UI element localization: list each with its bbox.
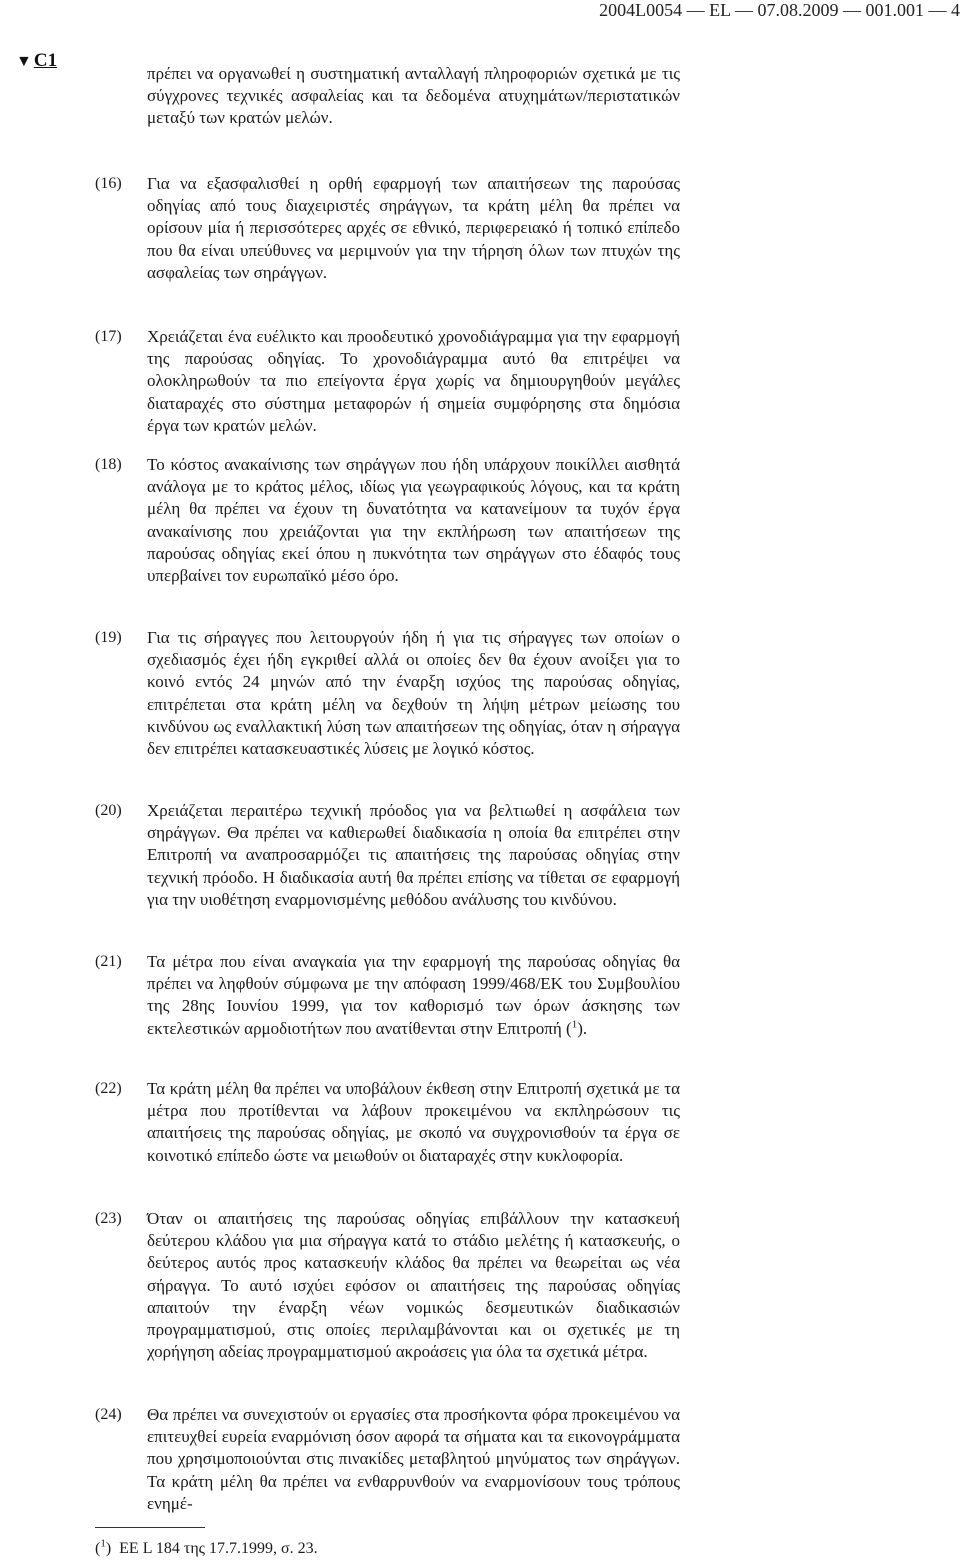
recital: [95, 326, 685, 437]
recital: [95, 1078, 685, 1167]
footnote-reference[interactable]: 1: [571, 1017, 578, 1030]
recital-number: (24): [95, 1406, 122, 1423]
recital-text-body: Τα μέτρα που είναι αναγκαία για την εφαρμογή της παρούσας οδηγίας θα πρέπει να ληφθούν σύμφωνα με την απόφαση 1999/468/ΕΚ του Συμβουλίου της 28ης Ιουνίου 1999, για τον καθορισμό των όρων άσκησης των εκτελεστικών αρμοδιοτήτων που ανατίθενται στην Επιτροπή (: [147, 952, 680, 1038]
recital-number: (23): [95, 1210, 122, 1227]
recital: [95, 1208, 685, 1363]
recital-number: (19): [95, 629, 122, 646]
recital-text-end: ).: [577, 1018, 588, 1038]
recital-text: Για να εξασφαλισθεί η ορθή εφαρμογή των απαιτήσεων της παρούσας οδηγίας από τους διαχειριστές σηράγγων, τα κράτη μέλη θα πρέπει να ορίσουν μία ή περισσότερες αρχές σε εθνικό, περιφερειακό ή τοπικό επίπεδο που θα είναι υπεύθυνες να μεριμνούν για την τήρηση όλων των πτυχών της ασφαλείας των σηράγγων.: [147, 174, 680, 282]
recital: [95, 800, 685, 911]
footnote: [95, 1539, 318, 1559]
recital-text: Χρειάζεται περαιτέρω τεχνική πρόοδος για να βελτιωθεί η ασφάλεια των σηράγγων. Θα πρέπει να καθιερωθεί διαδικασία η οποία θα επιτρέπει στην Επιτροπή να αναπροσαρμόζει τις απαιτήσεις της παρούσας οδηγίας στην τεχνική πρόοδο. Η διαδικασία αυτή θα πρέπει επίσης να τίθεται σε εφαρμογή για την υιοθέτηση εναρμονισμένης μεθόδου ανάλυσης του κινδύνου.: [147, 801, 680, 909]
recital-number: (16): [95, 175, 122, 192]
recital-number: (21): [95, 953, 122, 970]
recital-number: (18): [95, 456, 122, 473]
recital-number: (22): [95, 1080, 122, 1097]
recital-number: (20): [95, 802, 122, 819]
recital-number: (17): [95, 328, 122, 345]
document-reference: 2004L0054 — EL — 07.08.2009 — 001.001 — 4: [599, 0, 960, 20]
recital: [95, 951, 685, 1040]
recital-text: Τα κράτη μέλη θα πρέπει να υποβάλουν έκθεση στην Επιτροπή σχετικά με τα μέτρα που προτίθενται να λάβουν προκειμένου να εκπληρώσουν τις απαιτήσεις της παρούσας οδηγίας, με σκοπό να συγχρονισθούν τα έργα σε κοινοτικό επίπεδο ώστε να μειωθούν οι διαταραχές στην κυκλοφορία.: [147, 1079, 680, 1165]
footnote-text: ΕΕ L 184 της 17.7.1999, σ. 23.: [119, 1540, 318, 1557]
footnote-number: 1: [100, 1537, 106, 1550]
recital-text: Θα πρέπει να συνεχιστούν οι εργασίες στα προσήκοντα φόρα προκειμένου να επιτευχθεί ευρεία εναρμόνιση όσον αφορά τα σήματα και τα εικονογράμματα που χρησιμοποιούνται στις πινακίδες μεταβλητού μηνύματος των σηράγγων. Τα κράτη μέλη θα πρέπει να ενθαρρυνθούν να εναρμονίσουν τους τρόπους ενημέ-: [147, 1405, 680, 1513]
triangle-down-icon: ▼: [16, 53, 32, 70]
recital-text: Όταν οι απαιτήσεις της παρούσας οδηγίας επιβάλλουν την κατασκευή δεύτερου κλάδου για μια σήραγγα κατά το στάδιο μελέτης ή κατασκευής, ο δεύτερος αυτός προς κατασκευήν κλάδος θα πρέπει να θεωρείται ως νέα σήραγγα. Το αυτό ισχύει εφόσον οι απαιτήσεις της παρούσας οδηγίας απαιτούν την έναρξη νέων νομικώς δεσμευτικών διαδικασιών προγραμματισμού, στις οποίες περιλαμβάνονται και οι σχετικές με τη χορήγηση αδείας προγραμματισμού ακροάσεις για όλα τα σχετικά μέτρα.: [147, 1209, 680, 1362]
footnote-divider: [95, 1527, 205, 1528]
lead-paragraph: πρέπει να οργανωθεί η συστηματική ανταλλαγή πληροφοριών σχετικά με τις σύγχρονες τεχνικές ασφαλείας και τα δεδομένα ατυχημάτων/περιστατικών μεταξύ των κρατών μελών.: [147, 64, 680, 128]
recital-text: Χρειάζεται ένα ευέλικτο και προοδευτικό χρονοδιάγραμμα για την εφαρμογή της παρούσας οδηγίας. Το χρονοδιάγραμμα αυτό θα επιτρέψει να ολοκληρωθούν τα πιο επείγοντα έργα χωρίς να δημιουργηθούν μεγάλες διαταραχές στο σύστημα μεταφορών ή σημεία συμφόρησης στα δημόσια έργα των κρατών μελών.: [147, 327, 680, 435]
footnote-close: ): [105, 1540, 112, 1557]
recital-text: [147, 951, 680, 1040]
recital: [95, 1404, 685, 1515]
footnote-open: (: [95, 1540, 101, 1557]
recital: [95, 627, 685, 760]
marker-code: C1: [33, 50, 58, 71]
recital-text: Το κόστος ανακαίνισης των σηράγγων που ήδη υπάρχουν ποικίλλει αισθητά ανάλογα με το κράτος μέλος, ιδίως για γεωγραφικούς λόγους, και τα κράτη μέλη θα πρέπει να έχουν τη δυνατότητα να κατανείμουν τα τυχόν έργα ανακαίνισης που χρειάζονται για την εκπλήρωση των απαιτήσεων της παρούσας οδηγίας εκεί όπου η πυκνότητα των σηράγγων στο έδαφός τους υπερβαίνει τον ευρωπαϊκό μέσο όρο.: [147, 455, 680, 586]
recital: [95, 454, 685, 587]
recital-text: Για τις σήραγγες που λειτουργούν ήδη ή για τις σήραγγες των οποίων ο σχεδιασμός έχει ήδη εγκριθεί αλλά οι οποίες δεν θα έχουν ανοίξει για το κοινό εντός 24 μηνών από την έναρξη ισχύος της παρούσας οδηγίας, επιτρέπεται στα κράτη μέλη να δεχθούν τη λήψη μέτρων μείωσης του κινδύνου ως εναλλακτική λύση των απαιτήσεων της οδηγίας, όταν η σήραγγα δεν επιτρέπει κατασκευαστικές λύσεις με λογικό κόστος.: [147, 628, 680, 759]
recital: [95, 173, 685, 284]
consolidation-marker: [16, 50, 57, 72]
